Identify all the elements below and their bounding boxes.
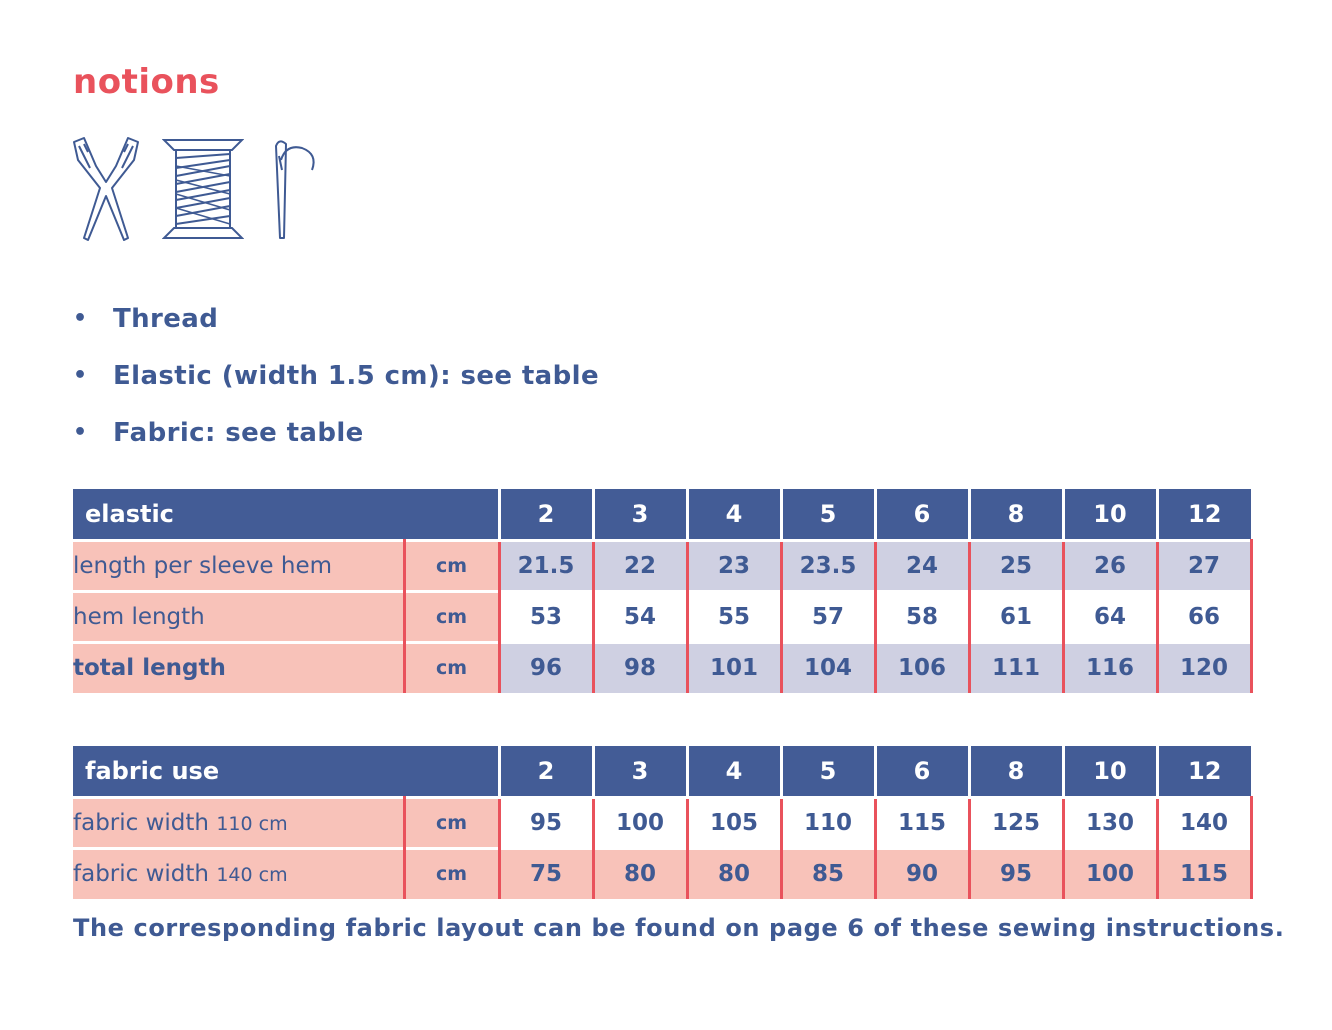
- table-cell: 111: [969, 642, 1063, 693]
- row-label: [73, 797, 404, 848]
- table-cell: 25: [969, 540, 1063, 591]
- table-cell: 58: [875, 591, 969, 642]
- notions-icons: [70, 136, 330, 244]
- notions-list: [73, 290, 599, 461]
- size-header: 2: [499, 489, 593, 540]
- size-header: 5: [781, 746, 875, 797]
- table-cell: 100: [1063, 848, 1157, 899]
- size-header: 2: [499, 746, 593, 797]
- table-header-row: [73, 746, 1251, 797]
- table-row: [73, 642, 1251, 693]
- size-header: 3: [593, 489, 687, 540]
- table-cell: 21.5: [499, 540, 593, 591]
- table-cell: 105: [687, 797, 781, 848]
- thread-spool-icon: [162, 136, 244, 242]
- size-header: 4: [687, 489, 781, 540]
- table-cell: 95: [499, 797, 593, 848]
- table-cell: 120: [1157, 642, 1251, 693]
- table-cell: 27: [1157, 540, 1251, 591]
- list-item: • Fabric: see table: [73, 417, 364, 448]
- table-cell: 80: [593, 848, 687, 899]
- row-unit: cm: [404, 540, 499, 591]
- size-header: 10: [1063, 489, 1157, 540]
- table-cell: 80: [687, 848, 781, 899]
- size-header: 12: [1157, 489, 1251, 540]
- fabric-use-table: [73, 746, 1253, 899]
- size-header: 8: [969, 489, 1063, 540]
- table-cell: 22: [593, 540, 687, 591]
- row-label: length per sleeve hem: [73, 540, 404, 591]
- row-unit: cm: [404, 591, 499, 642]
- table-cell: 55: [687, 591, 781, 642]
- table-cell: 116: [1063, 642, 1157, 693]
- size-header: 5: [781, 489, 875, 540]
- row-label-text: fabric width: [73, 809, 209, 836]
- table-cell: 110: [781, 797, 875, 848]
- table-cell: 66: [1157, 591, 1251, 642]
- footnote: The corresponding fabric layout can be found on page 6 of these sewing instructions.: [73, 914, 1285, 942]
- table-cell: 90: [875, 848, 969, 899]
- scissors-icon: [70, 136, 142, 242]
- table-cell: 57: [781, 591, 875, 642]
- row-unit: cm: [404, 848, 499, 899]
- table-cell: 24: [875, 540, 969, 591]
- list-item-label: Elastic (width 1.5 cm): see table: [113, 360, 599, 391]
- table-cell: 104: [781, 642, 875, 693]
- row-label: hem length: [73, 591, 404, 642]
- table-cell: 130: [1063, 797, 1157, 848]
- row-label: [73, 848, 404, 899]
- table-cell: 115: [875, 797, 969, 848]
- table-cell: 64: [1063, 591, 1157, 642]
- table-cell: 53: [499, 591, 593, 642]
- size-header: 8: [969, 746, 1063, 797]
- table-cell: 95: [969, 848, 1063, 899]
- table-cell: 61: [969, 591, 1063, 642]
- row-unit: cm: [404, 797, 499, 848]
- table-cell: 125: [969, 797, 1063, 848]
- table-cell: 23: [687, 540, 781, 591]
- table-cell: 54: [593, 591, 687, 642]
- table-header-row: [73, 489, 1251, 540]
- size-header: 4: [687, 746, 781, 797]
- size-header: 6: [875, 746, 969, 797]
- table-cell: 23.5: [781, 540, 875, 591]
- table-title: fabric use: [73, 746, 499, 797]
- size-header: 6: [875, 489, 969, 540]
- table-cell: 106: [875, 642, 969, 693]
- table-cell: 98: [593, 642, 687, 693]
- row-label: total length: [73, 642, 404, 693]
- table-row: [73, 540, 1251, 591]
- size-header: 10: [1063, 746, 1157, 797]
- list-item: • Elastic (width 1.5 cm): see table: [73, 360, 599, 391]
- table-cell: 75: [499, 848, 593, 899]
- fabric-width-value: 140 cm: [216, 864, 288, 887]
- table-cell: 101: [687, 642, 781, 693]
- page-title: notions: [73, 62, 220, 102]
- table-row: [73, 848, 1251, 899]
- table-row: [73, 797, 1251, 848]
- table-cell: 96: [499, 642, 593, 693]
- row-label-text: fabric width: [73, 861, 209, 888]
- table-cell: 100: [593, 797, 687, 848]
- list-item-label: Thread: [113, 303, 219, 334]
- size-header: 12: [1157, 746, 1251, 797]
- elastic-table: [73, 489, 1253, 693]
- list-item: • Thread: [73, 303, 219, 334]
- fabric-width-value: 110 cm: [216, 812, 288, 835]
- table-cell: 115: [1157, 848, 1251, 899]
- table-cell: 140: [1157, 797, 1251, 848]
- needle-icon: [266, 136, 326, 242]
- row-unit: cm: [404, 642, 499, 693]
- table-cell: 85: [781, 848, 875, 899]
- table-title: elastic: [73, 489, 499, 540]
- table-cell: 26: [1063, 540, 1157, 591]
- list-item-label: Fabric: see table: [113, 417, 364, 448]
- size-header: 3: [593, 746, 687, 797]
- table-row: [73, 591, 1251, 642]
